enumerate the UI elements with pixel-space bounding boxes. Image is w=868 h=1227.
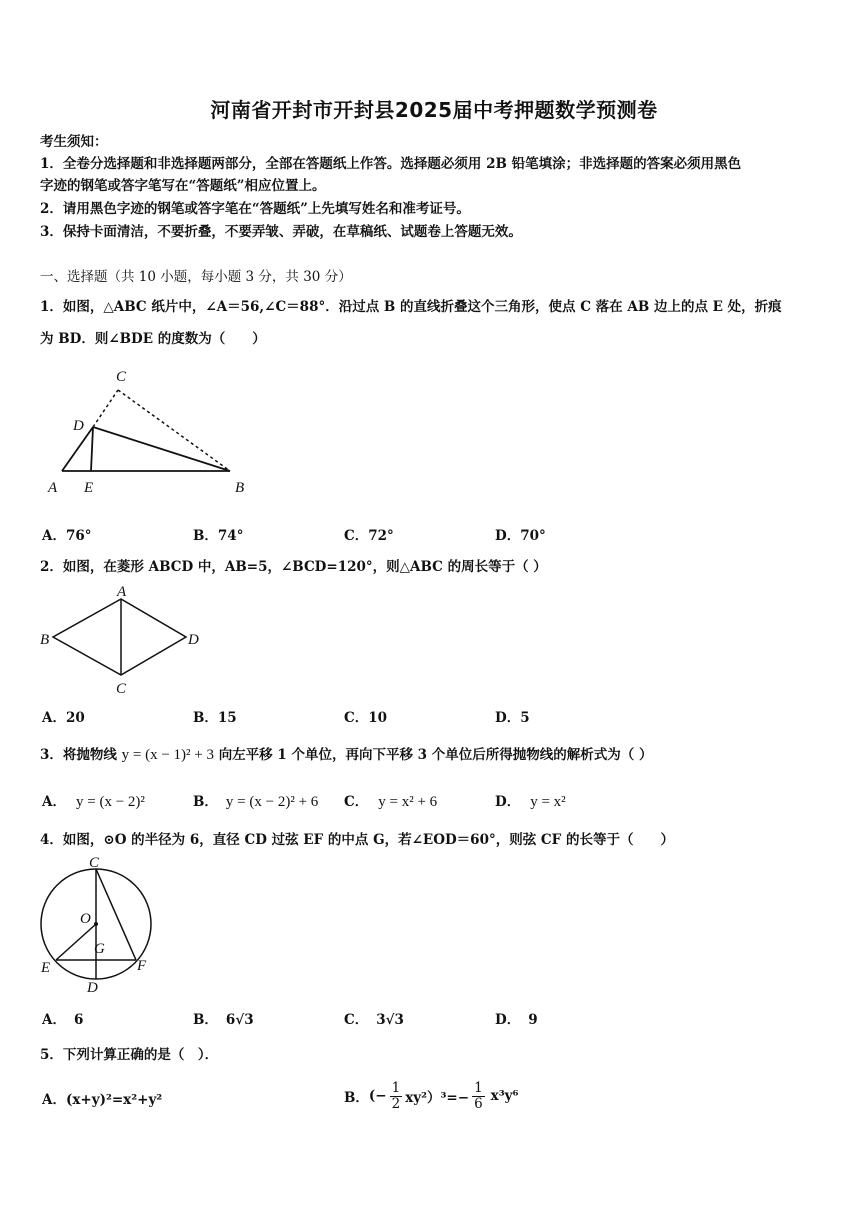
center-point	[94, 922, 98, 926]
q1-option-d: D．70°	[495, 528, 546, 544]
q4-option-c	[344, 1008, 404, 1028]
q4-circle-figure	[36, 852, 162, 997]
q2-option-b: B．15	[193, 710, 237, 726]
q1-stem-line2: 为 BD．则∠BDE 的度数为（ ）	[40, 331, 266, 347]
notice-item-3: 3．保持卡面清洁，不要折叠，不要弄皱、弄破，在草稿纸、试题卷上答题无效。	[40, 224, 522, 240]
option-expr: y = x² + 6	[378, 794, 438, 810]
segment-dc-dashed	[93, 390, 118, 427]
option-value: 6	[73, 1012, 84, 1028]
option-open: (−	[368, 1088, 387, 1104]
option-tail: x³y⁶	[490, 1088, 519, 1104]
label-e: E	[41, 960, 51, 976]
option-key: D．	[495, 794, 521, 810]
label-a: A	[48, 480, 58, 496]
label-c: C	[116, 681, 127, 697]
q1-option-b: B．74°	[193, 528, 244, 544]
q4-option-b	[193, 1008, 254, 1028]
q3-option-a	[42, 790, 145, 811]
option-expr: y = (x − 2)²	[75, 794, 145, 810]
q4-option-d	[495, 1008, 538, 1028]
fraction-denominator: 6	[474, 1095, 483, 1112]
segment-cb-dashed	[118, 390, 230, 471]
segment-db	[93, 427, 230, 471]
q2-option-a: A．20	[42, 710, 85, 726]
q3-prefix: 3．将抛物线	[40, 747, 117, 763]
q3-formula: y = (x − 1)² + 3	[121, 747, 214, 763]
fraction-one-sixth	[472, 1081, 485, 1112]
label-c: C	[116, 369, 127, 385]
option-value: 6√3	[225, 1012, 254, 1028]
label-a: A	[117, 584, 127, 600]
option-key: B．	[193, 1012, 218, 1028]
label-f: F	[137, 958, 147, 974]
notice-heading: 考生须知：	[40, 134, 108, 150]
label-b: B	[235, 480, 245, 496]
label-d: D	[87, 980, 98, 996]
option-key: B．	[193, 794, 218, 810]
option-expr: y = (x − 2)² + 6	[225, 794, 319, 810]
label-o: O	[80, 911, 91, 927]
q4-option-a	[42, 1008, 83, 1028]
label-c: C	[89, 855, 100, 871]
q1-option-c: C．72°	[344, 528, 394, 544]
fraction-denominator: 2	[391, 1095, 401, 1112]
q4-stem: 4．如图，⊙O 的半径为 6，直径 CD 过弦 EF 的中点 G，若∠EOD＝60°，则弦 CF 的长等于（ ）	[40, 832, 674, 848]
option-value: 3√3	[376, 1012, 404, 1028]
q2-option-d: D．5	[495, 710, 530, 726]
option-key: B．	[344, 1090, 369, 1106]
option-expr: y = x²	[530, 794, 566, 810]
notice-item-2: 2．请用黑色字迹的钢笔或答字笔在“答题纸”上先填写姓名和准考证号。	[40, 201, 470, 217]
q3-option-b	[193, 790, 318, 811]
notice-item-1-cont: 字迹的钢笔或答字笔写在“答题纸”相应位置上。	[40, 178, 326, 194]
option-key: C．	[344, 794, 369, 810]
q5-stem: 5．下列计算正确的是（ ）．	[40, 1047, 219, 1063]
q2-option-c: C．10	[344, 710, 388, 726]
segment-de	[91, 427, 93, 471]
option-value: 9	[528, 1012, 538, 1028]
option-key: A．	[42, 794, 66, 810]
label-b: B	[40, 632, 50, 648]
notice-item-1: 1．全卷分选择题和非选择题两部分，全部在答题纸上作答。选择题必须用 2B 铅笔填涂；非选择题的答案必须用黑色	[40, 156, 742, 172]
q2-rhombus-figure	[36, 582, 216, 700]
label-d: D	[73, 418, 84, 434]
q3-option-c	[344, 790, 437, 811]
rhombus-outline	[53, 599, 186, 675]
q3-stem	[40, 744, 652, 766]
label-e: E	[84, 480, 94, 496]
fraction-numerator: 1	[391, 1079, 401, 1096]
q3-suffix: 向左平移 1 个单位，再向下平移 3 个单位后所得抛物线的解析式为（ ）	[218, 747, 653, 763]
q1-triangle-figure	[40, 360, 260, 500]
fraction-numerator: 1	[474, 1079, 483, 1096]
q5-option-a: A．(x+y)²=x²+y²	[42, 1092, 163, 1108]
option-key: D．	[495, 1012, 521, 1028]
option-key: A．	[42, 1012, 66, 1028]
section-heading: 一、选择题（共 10 小题，每小题 3 分，共 30 分）	[40, 269, 352, 285]
q1-stem-line1: 1．如图，△ABC 纸片中，∠A＝56,∠C＝88°．沿过点 B 的直线折叠这个三角形，使点 C 落在 AB 边上的点 E 处，折痕	[40, 299, 782, 315]
q2-stem: 2．如图，在菱形 ABCD 中，AB=5，∠BCD=120°，则△ABC 的周长等于（ ）	[40, 559, 547, 575]
label-d: D	[188, 632, 199, 648]
segment-oe	[56, 924, 96, 960]
label-g: G	[94, 941, 105, 957]
option-mid: xy²）³=−	[405, 1090, 470, 1106]
q5-option-b	[344, 1074, 518, 1118]
page-title: 河南省开封市开封县2025届中考押题数学预测卷	[210, 98, 658, 122]
option-key: C．	[344, 1012, 369, 1028]
q1-option-a: A．76°	[42, 528, 92, 544]
fraction-one-half	[390, 1081, 403, 1112]
q3-option-d	[495, 790, 566, 811]
